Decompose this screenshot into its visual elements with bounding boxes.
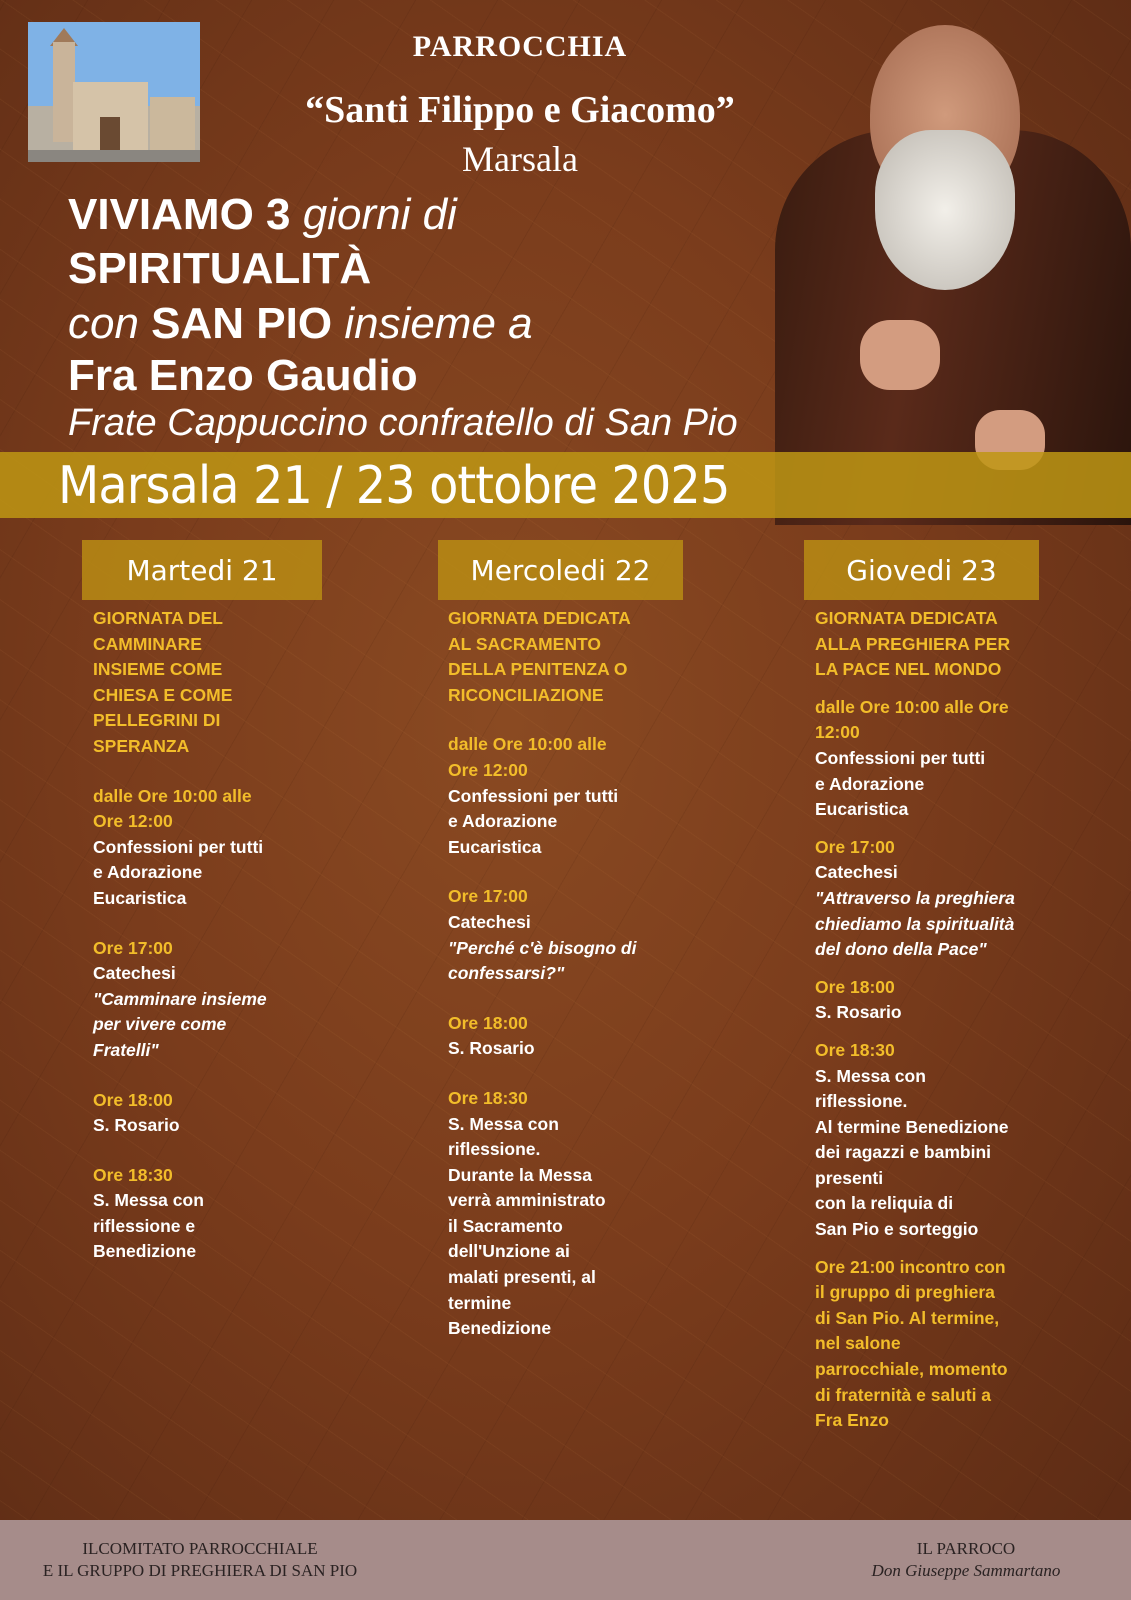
schedule-time: Ore 18:30 bbox=[93, 1164, 173, 1185]
schedule-block bbox=[93, 936, 333, 1064]
footer-parroco-label: IL PARROCO bbox=[916, 1539, 1016, 1558]
day-schedule bbox=[93, 606, 333, 1289]
schedule-quote: "Perché c'è bisogno di confessarsi?" bbox=[448, 937, 637, 984]
headline-line3: con SAN PIO insieme a bbox=[68, 299, 533, 348]
schedule-text: S. Rosario bbox=[448, 1038, 535, 1059]
schedule-block bbox=[448, 1011, 688, 1062]
schedule-text: S. Messa con riflessione. Durante la Messa verrà amministrato il Sacramento dell'Unzione ai malati presenti, al termine Benedizione bbox=[448, 1113, 606, 1339]
schedule-time: Ore 21:00 incontro con il gruppo di preghiera di San Pio. Al termine, nel salone parrocchiale, momento di fraternità e saluti a Fra Enzo bbox=[815, 1256, 1008, 1431]
padre-pio-portrait bbox=[775, 10, 1131, 525]
schedule-text: Confessioni per tutti e Adorazione Eucaristica bbox=[93, 836, 264, 908]
schedule-time: Ore 18:30 bbox=[448, 1087, 528, 1108]
schedule-text: S. Rosario bbox=[93, 1115, 180, 1136]
schedule-time: dalle Ore 10:00 alle Ore 12:00 bbox=[815, 696, 1009, 743]
schedule-text: Confessioni per tutti e Adorazione Eucaristica bbox=[448, 785, 619, 857]
schedule-block bbox=[815, 695, 1065, 823]
schedule-text: Catechesi bbox=[93, 963, 176, 984]
speaker-title: Frate Cappuccino confratello di San Pio bbox=[68, 402, 738, 444]
schedule-text: Catechesi bbox=[815, 862, 898, 883]
footer bbox=[0, 1520, 1131, 1600]
schedule-time: Ore 18:00 bbox=[815, 976, 895, 997]
schedule-time: GIORNATA DEDICATA AL SACRAMENTO DELLA PENITENZA O RICONCILIAZIONE bbox=[448, 608, 631, 705]
day-schedule bbox=[815, 606, 1065, 1446]
headline-line2: SPIRITUALITÀ bbox=[68, 244, 372, 293]
schedule-time: dalle Ore 10:00 alle Ore 12:00 bbox=[93, 785, 252, 832]
parish-name: “Santi Filippo e Giacomo” bbox=[305, 89, 735, 131]
schedule-block bbox=[448, 1086, 688, 1342]
schedule-block bbox=[448, 732, 688, 860]
schedule-block bbox=[815, 1255, 1065, 1434]
schedule-time: GIORNATA DEL CAMMINARE INSIEME COME CHIESA E COME PELLEGRINI DI SPERANZA bbox=[93, 608, 233, 756]
schedule-quote: "Camminare insieme per vivere come Fratelli" bbox=[93, 988, 267, 1060]
footer-prayer-group: E IL GRUPPO DI PREGHIERA DI SAN PIO bbox=[42, 1561, 358, 1580]
schedule-block bbox=[815, 606, 1065, 683]
schedule-text: Catechesi bbox=[448, 911, 531, 932]
schedule-block bbox=[815, 975, 1065, 1026]
schedule-quote: "Attraverso la preghiera chiediamo la spiritualità del dono della Pace" bbox=[815, 887, 1015, 960]
schedule-time: Ore 18:00 bbox=[448, 1012, 528, 1033]
event-dates: Marsala 21 / 23 ottobre 2025 bbox=[58, 456, 730, 516]
schedule-time: Ore 18:00 bbox=[93, 1089, 173, 1110]
speaker-name: Fra Enzo Gaudio bbox=[68, 351, 418, 400]
day-schedule bbox=[448, 606, 688, 1366]
day-header: Giovedi 23 bbox=[804, 540, 1039, 600]
schedule-text: S. Messa con riflessione. Al termine Benedizione dei ragazzi e bambini presenti con la reliquia di San Pio e sorteggio bbox=[815, 1065, 1009, 1240]
parish-label: PARROCCHIA bbox=[412, 30, 628, 63]
schedule-block bbox=[815, 835, 1065, 963]
schedule-time: Ore 17:00 bbox=[448, 886, 528, 907]
schedule-time: GIORNATA DEDICATA ALLA PREGHIERA PER LA PACE NEL MONDO bbox=[815, 608, 1011, 680]
schedule-time: Ore 17:00 bbox=[93, 937, 173, 958]
schedule-text: S. Rosario bbox=[815, 1002, 902, 1023]
schedule-block bbox=[815, 1038, 1065, 1243]
schedule-text: S. Messa con riflessione e Benedizione bbox=[93, 1190, 204, 1262]
footer-parroco-name: Don Giuseppe Sammartano bbox=[871, 1561, 1061, 1580]
schedule-time: dalle Ore 10:00 alle Ore 12:00 bbox=[448, 734, 607, 780]
church-photo bbox=[28, 22, 200, 162]
city: Marsala bbox=[462, 139, 578, 179]
schedule-time: Ore 17:00 bbox=[815, 836, 895, 857]
schedule-block bbox=[93, 606, 333, 760]
day-header: Mercoledi 22 bbox=[438, 540, 683, 600]
schedule-block bbox=[448, 606, 688, 708]
day-header: Martedi 21 bbox=[82, 540, 322, 600]
schedule-block bbox=[93, 784, 333, 912]
headline-line1: VIVIAMO 3 giorni di bbox=[68, 190, 457, 239]
footer-committee: ILCOMITATO PARROCCHIALE bbox=[82, 1539, 318, 1558]
schedule-block bbox=[448, 884, 688, 986]
schedule-time: Ore 18:30 bbox=[815, 1039, 895, 1060]
schedule-text: Confessioni per tutti e Adorazione Eucaristica bbox=[815, 747, 986, 820]
schedule-block bbox=[93, 1088, 333, 1139]
schedule-block bbox=[93, 1163, 333, 1265]
